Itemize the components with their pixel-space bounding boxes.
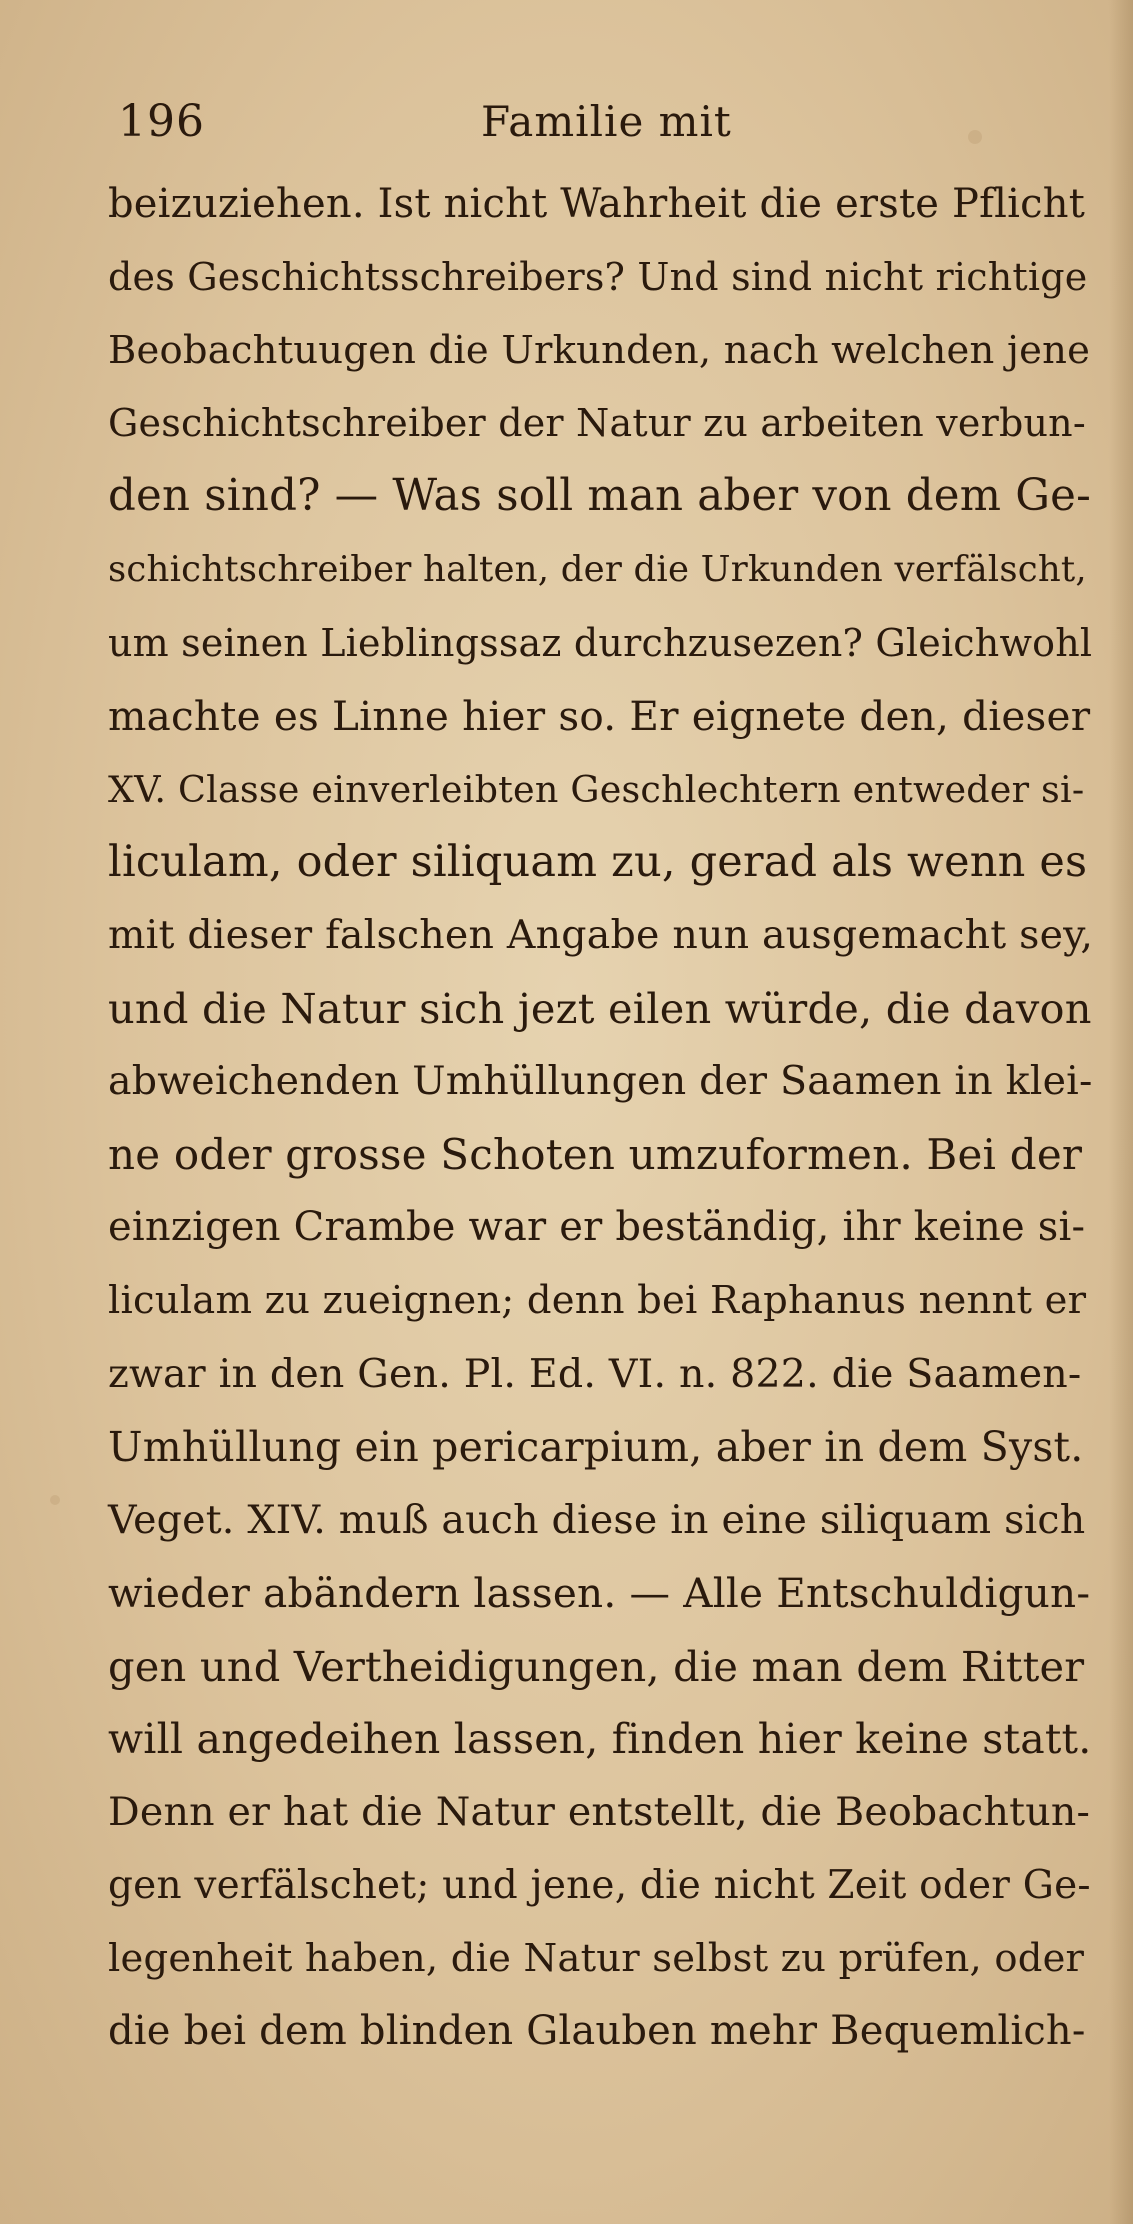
text-line: liculam zu zueignen; denn bei Raphanus nennt er <box>108 1278 1087 1324</box>
page-number: 196 <box>118 96 205 147</box>
text-line: die bei dem blinden Glauben mehr Bequemlich- <box>108 2008 1086 2055</box>
text-line: ne oder grosse Schoten umzuformen. Bei der <box>108 1130 1083 1180</box>
text-line: abweichenden Umhüllungen der Saamen in klei- <box>108 1058 1093 1105</box>
text-line: Veget. XIV. muß auch diese in eine siliquam sich <box>108 1496 1086 1543</box>
body-text <box>108 168 1093 2068</box>
text-line: XV. Classe einverleibten Geschlechtern entweder si- <box>108 767 1085 811</box>
text-line: gen und Vertheidigungen, die man dem Ritter <box>108 1641 1085 1691</box>
text-line: den sind? — Was soll man aber von dem Ge- <box>108 471 1092 522</box>
text-line: will angedeihen lassen, finden hier keine statt. <box>108 1714 1092 1763</box>
running-head <box>118 92 1038 152</box>
text-line: Umhüllung ein pericarpium, aber in dem Syst. <box>108 1422 1084 1471</box>
text-line: machte es Linne hier so. Er eignete den, dieser <box>108 691 1091 740</box>
text-line: beizuziehen. Ist nicht Wahrheit die erste Pflicht <box>108 181 1085 227</box>
page-edge-shadow <box>1109 0 1133 2224</box>
text-line: und die Natur sich jezt eilen würde, die davon <box>108 984 1092 1034</box>
text-line: Denn er hat die Natur entstellt, die Beobachtun- <box>108 1789 1091 1836</box>
text-line: des Geschichtsschreibers? Und sind nicht richtige <box>108 255 1088 300</box>
text-line: gen verfälschet; und jene, die nicht Zeit oder Ge- <box>108 1863 1091 1909</box>
text-line: mit dieser falschen Angabe nun ausgemacht sey, <box>108 911 1094 958</box>
text-line: einzigen Crambe war er beständig, ihr keine si- <box>108 1204 1086 1251</box>
running-title: Familie mit <box>481 97 732 146</box>
paper-stain <box>50 1495 60 1505</box>
text-line: zwar in den Gen. Pl. Ed. VI. n. 822. die Saamen- <box>108 1350 1082 1397</box>
text-line: Beobachtuugen die Urkunden, nach welchen jene <box>108 328 1091 374</box>
text-line: legenheit haben, die Natur selbst zu prüfen, oder <box>108 1936 1085 1982</box>
text-line: Geschichtschreiber der Natur zu arbeiten verbun- <box>108 401 1086 446</box>
text-line: um seinen Lieblingssaz durchzusezen? Gleichwohl <box>108 620 1093 665</box>
text-line: liculam, oder siliquam zu, gerad als wenn es <box>108 836 1088 887</box>
text-line: wieder abändern lassen. — Alle Entschuldigun- <box>108 1568 1091 1617</box>
text-line: schichtschreiber halten, der die Urkunden verfälscht, <box>108 549 1087 591</box>
